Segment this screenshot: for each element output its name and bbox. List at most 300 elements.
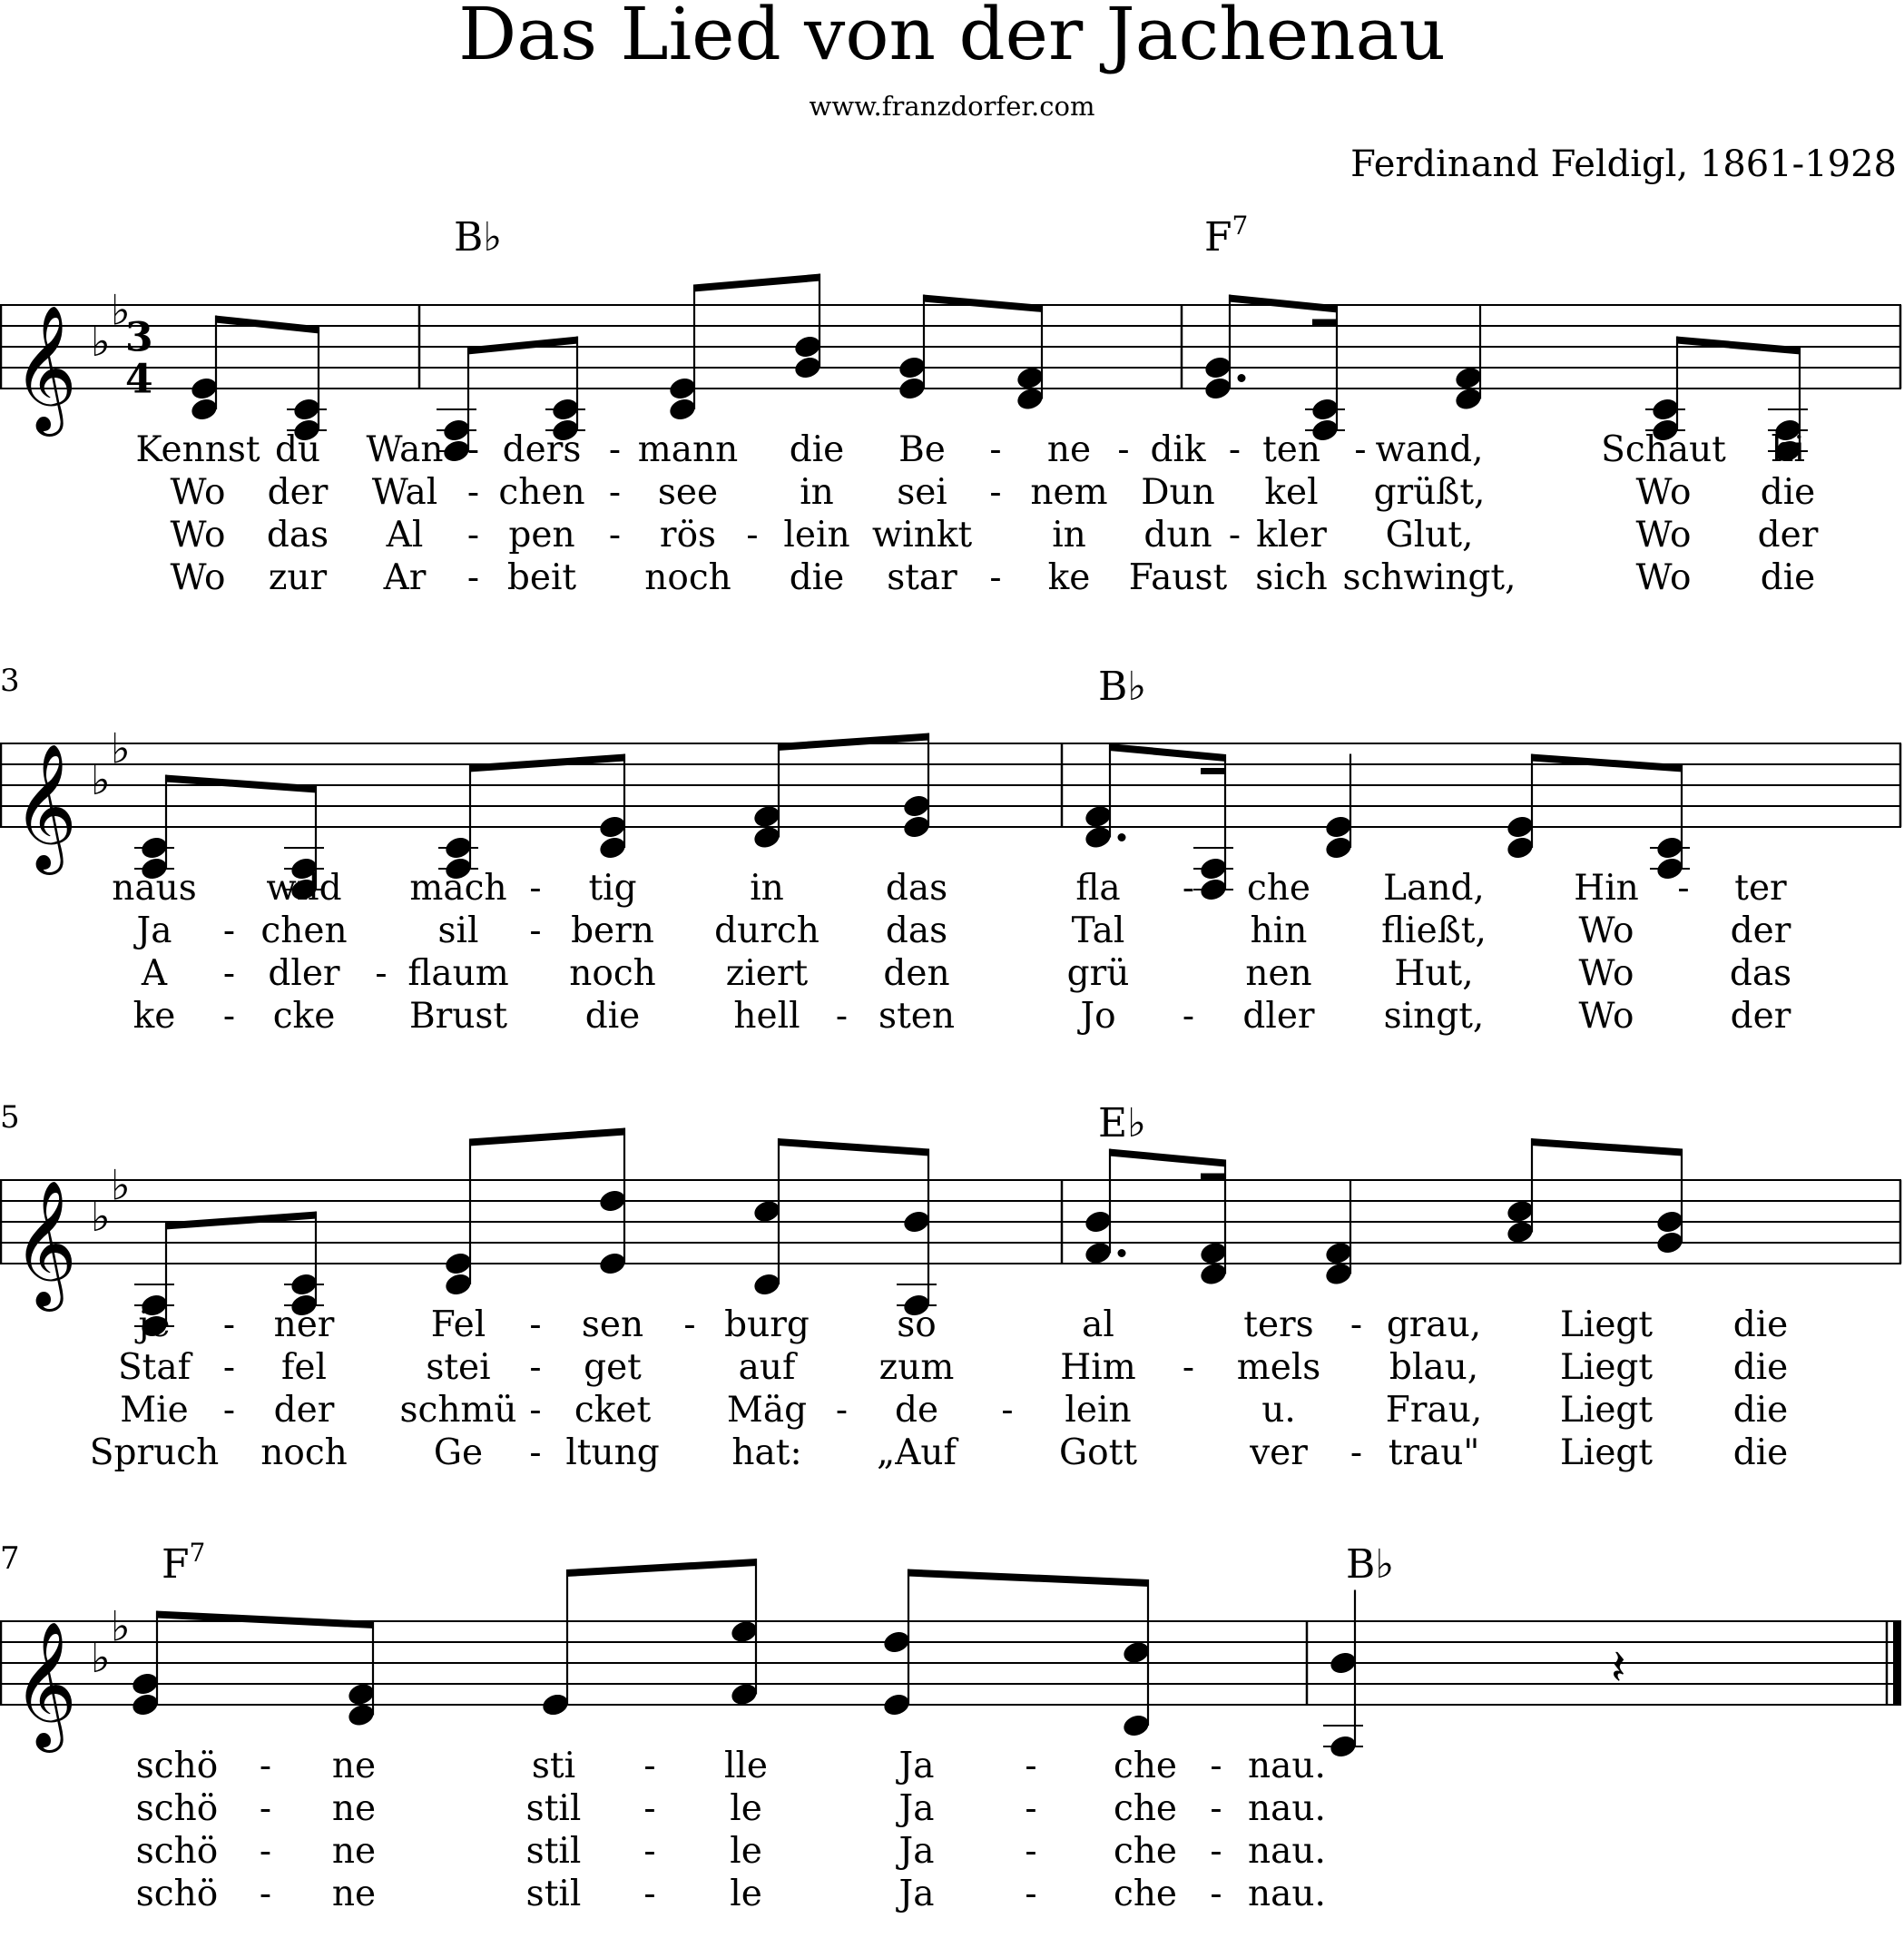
lyric-hyphen: - (1182, 996, 1195, 1037)
lyric-syllable: mäch (409, 868, 507, 909)
lyric-syllable: mels (1236, 1347, 1321, 1388)
treble-clef-icon: 𝄞 (13, 743, 77, 870)
lyric-hyphen: - (222, 1347, 236, 1388)
lyric-syllable: Faust (1128, 557, 1228, 598)
beam (215, 316, 319, 334)
lyric-syllable: der (1730, 996, 1791, 1037)
lyric-syllable: wild (266, 868, 342, 909)
lyric-hyphen: - (989, 472, 1002, 513)
lyric-syllable: stei (426, 1347, 491, 1388)
measure-number: 7 (0, 1540, 20, 1577)
note-head (1083, 1208, 1113, 1235)
note-head (881, 1691, 911, 1717)
note-head (1453, 386, 1483, 412)
lyric-hyphen: - (259, 1746, 272, 1786)
staff-svg (0, 196, 1904, 468)
lyric-syllable: flaum (407, 953, 509, 994)
lyric-syllable: ver (1250, 1432, 1308, 1473)
lyric-syllable: ziert (725, 953, 809, 994)
lyric-hyphen: - (643, 1831, 656, 1872)
lyric-hyphen: - (746, 515, 759, 556)
note-head (881, 1628, 911, 1655)
note-head (1083, 803, 1113, 830)
beam (778, 1138, 929, 1156)
lyric-syllable: A (141, 953, 168, 994)
quarter-rest-icon: 𝄽 (1611, 1638, 1626, 1696)
song-title: Das Lied von der Jachenau (458, 0, 1446, 76)
lyric-syllable: die (1732, 1347, 1789, 1388)
flat-icon: ♭ (91, 317, 111, 366)
beam (1676, 337, 1801, 355)
lyric-syllable: che (1246, 868, 1311, 909)
beam (1229, 295, 1338, 313)
lyric-hyphen: - (222, 953, 236, 994)
lyric-syllable: ne (331, 1831, 377, 1872)
note-head (1198, 1261, 1228, 1287)
lyric-syllable: Jo (1080, 996, 1116, 1037)
measure-number: 5 (0, 1099, 20, 1136)
lyric-hyphen: - (1025, 1831, 1037, 1872)
lyric-syllable: ter (1734, 868, 1787, 909)
beam (165, 1212, 317, 1230)
note-head (1505, 1219, 1535, 1245)
lyric-syllable: burg (724, 1304, 810, 1345)
lyric-syllable: hell (733, 996, 800, 1037)
lyric-syllable: naus (112, 868, 197, 909)
lyric-syllable: winkt (871, 515, 973, 556)
lyric-syllable: nau. (1248, 1746, 1326, 1786)
note-head (1121, 1639, 1151, 1666)
lyric-syllable: die (789, 429, 845, 470)
lyric-syllable: Brust (408, 996, 508, 1037)
note-head (1202, 354, 1232, 380)
lyric-syllable: fließt, (1381, 910, 1487, 951)
note-head (1202, 375, 1232, 401)
lyric-syllable: die (1732, 1304, 1789, 1345)
flat-icon: ♭ (111, 723, 131, 773)
music-system (0, 1512, 1904, 1948)
note-head (540, 1691, 570, 1717)
chord-symbol: B♭ (1346, 1541, 1395, 1588)
note-head (189, 375, 219, 401)
lyric-syllable: nem (1030, 472, 1108, 513)
lyric-hyphen: - (466, 557, 480, 598)
lyric-syllable: schwingt, (1342, 557, 1516, 598)
lyric-syllable: dun (1143, 515, 1212, 556)
lyric-syllable: nen (1245, 953, 1312, 994)
lyric-hyphen: - (222, 1304, 236, 1345)
lyric-syllable: pen (508, 515, 575, 556)
lyric-syllable: die (1760, 472, 1816, 513)
lyric-hyphen: - (1210, 1746, 1222, 1786)
note-head (443, 1250, 473, 1276)
chord-symbol: B♭ (454, 214, 503, 261)
composer-credit: Ferdinand Feldigl, 1861-1928 (1350, 143, 1897, 185)
lyric-syllable: ders (502, 429, 582, 470)
note-head (1654, 1229, 1684, 1255)
lyric-syllable: Wo (1635, 557, 1692, 598)
lyric-syllable: hin (1250, 910, 1308, 951)
lyric-syllable: Wo (1635, 515, 1692, 556)
lyric-syllable: nau. (1248, 1788, 1326, 1829)
lyric-syllable: Wo (1635, 472, 1692, 513)
note-head (667, 375, 697, 401)
measure-number: 3 (0, 663, 20, 699)
lyric-hyphen: - (608, 429, 622, 470)
lyric-syllable: Spruch (89, 1432, 220, 1473)
chord-symbol: E♭ (1098, 1100, 1146, 1146)
lyric-syllable: das (885, 910, 948, 951)
lyric-syllable: der (1730, 910, 1791, 951)
lyric-syllable: das (1729, 953, 1792, 994)
lyric-syllable: ne (331, 1788, 377, 1829)
note-head (1505, 813, 1535, 840)
note-head (1505, 1198, 1535, 1225)
lyric-syllable: Glut, (1385, 515, 1474, 556)
lyric-syllable: le (730, 1831, 762, 1872)
lyric-syllable: nau. (1248, 1831, 1326, 1872)
time-signature-bottom: 4 (125, 356, 153, 403)
lyric-syllable: Ja (898, 1788, 935, 1829)
lyric-syllable: trau" (1388, 1432, 1480, 1473)
lyric-hyphen: - (989, 557, 1002, 598)
beam (1201, 768, 1226, 774)
note-head (1083, 1240, 1113, 1266)
note-head (346, 1681, 376, 1707)
lyric-hyphen: - (1182, 1347, 1195, 1388)
lyric-syllable: noch (569, 953, 656, 994)
lyric-syllable: je (138, 1304, 171, 1345)
lyric-syllable: so (897, 1304, 937, 1345)
lyric-syllable: ne (331, 1874, 377, 1914)
flat-icon: ♭ (111, 1601, 131, 1651)
note-head (1015, 386, 1045, 412)
augmentation-dot (1118, 833, 1126, 841)
lyric-syllable: in (1052, 515, 1086, 556)
lyric-syllable: Him (1060, 1347, 1136, 1388)
chord-symbol: $F^7$ (1204, 211, 1249, 261)
lyric-syllable: schmü (399, 1390, 517, 1431)
lyric-syllable: Wo (170, 557, 226, 598)
beam (566, 1559, 757, 1577)
lyric-hyphen: - (529, 1390, 542, 1431)
treble-clef-icon: 𝄞 (13, 1621, 77, 1747)
lyric-hyphen: - (259, 1788, 272, 1829)
lyric-syllable: sil (437, 910, 479, 951)
lyric-syllable: Liegt (1559, 1304, 1654, 1345)
lyric-hyphen: - (529, 1432, 542, 1473)
lyric-syllable: Gott (1059, 1432, 1137, 1473)
lyric-syllable: sten (878, 996, 955, 1037)
lyric-hyphen: - (529, 868, 542, 909)
note-head (597, 813, 627, 840)
lyric-syllable: schö (135, 1746, 219, 1786)
lyric-syllable: beit (506, 557, 577, 598)
lyric-syllable: dler (268, 953, 340, 994)
lyric-hyphen: - (1182, 868, 1195, 909)
note-head (1505, 834, 1535, 861)
beam (156, 1611, 374, 1629)
note-head (901, 1208, 931, 1235)
lyric-syllable: die (1732, 1390, 1789, 1431)
note-head (1198, 1240, 1228, 1266)
lyric-hyphen: - (529, 1304, 542, 1345)
lyric-syllable: die (584, 996, 641, 1037)
lyric-syllable: Al (386, 515, 424, 556)
lyric-syllable: le (730, 1874, 762, 1914)
lyric-syllable: Fel (430, 1304, 486, 1345)
note-head (897, 375, 927, 401)
lyric-syllable: Tal (1071, 910, 1125, 951)
flat-icon: ♭ (111, 285, 131, 335)
lyric-syllable: schö (135, 1831, 219, 1872)
lyric-hyphen: - (989, 429, 1002, 470)
lyric-syllable: auf (738, 1347, 796, 1388)
note-head (1121, 1712, 1151, 1738)
note-head (1083, 824, 1113, 851)
lyric-syllable: ner (273, 1304, 335, 1345)
note-head (597, 1250, 627, 1276)
lyric-syllable: star (887, 557, 957, 598)
lyric-syllable: lein (1065, 1390, 1132, 1431)
lyric-syllable: hi (1771, 429, 1805, 470)
note-head (1323, 834, 1353, 861)
beam (778, 733, 929, 752)
lyric-syllable: schö (135, 1874, 219, 1914)
lyric-syllable: Kennst (135, 429, 260, 470)
lyric-syllable: Liegt (1559, 1347, 1654, 1388)
lyric-syllable: Wan (366, 429, 444, 470)
lyric-syllable: grau, (1386, 1304, 1482, 1345)
lyric-hyphen: - (643, 1874, 656, 1914)
beam (165, 775, 317, 793)
lyric-syllable: che (1113, 1831, 1178, 1872)
lyric-syllable: Wo (1578, 996, 1634, 1037)
lyric-syllable: sti (531, 1746, 576, 1786)
lyric-syllable: chen (260, 910, 348, 951)
note-head (729, 1681, 759, 1707)
note-head (597, 834, 627, 861)
lyric-hyphen: - (1349, 1304, 1363, 1345)
lyric-syllable: sich (1255, 557, 1328, 598)
lyric-syllable: das (266, 515, 329, 556)
lyric-syllable: see (657, 472, 719, 513)
lyric-syllable: Land, (1383, 868, 1485, 909)
augmentation-dot (1238, 374, 1246, 382)
beam (923, 295, 1043, 313)
lyric-syllable: singt, (1383, 996, 1485, 1037)
treble-clef-icon: 𝄞 (13, 305, 77, 431)
note-head (443, 1271, 473, 1297)
staff-svg (0, 635, 1904, 907)
lyric-syllable: den (883, 953, 950, 994)
lyric-syllable: blau, (1389, 1347, 1479, 1388)
chord-symbol: $F^7$ (162, 1538, 206, 1588)
lyric-hyphen: - (1228, 515, 1242, 556)
lyric-syllable: schö (135, 1788, 219, 1829)
note-head (346, 1702, 376, 1728)
lyric-syllable: die (1760, 557, 1816, 598)
lyric-syllable: der (267, 472, 329, 513)
lyric-syllable: ters (1243, 1304, 1314, 1345)
lyric-hyphen: - (643, 1746, 656, 1786)
note-head (130, 1670, 160, 1697)
lyric-hyphen: - (1210, 1874, 1222, 1914)
lyric-hyphen: - (1228, 429, 1242, 470)
note-head (792, 354, 822, 380)
lyric-syllable: wand, (1375, 429, 1484, 470)
lyric-hyphen: - (466, 429, 480, 470)
lyric-hyphen: - (835, 1390, 849, 1431)
note-head (751, 803, 781, 830)
note-head (667, 396, 697, 422)
lyric-syllable: Mie (120, 1390, 189, 1431)
lyric-syllable: „Auf (877, 1432, 957, 1473)
lyric-syllable: Ja (898, 1831, 935, 1872)
lyric-hyphen: - (259, 1831, 272, 1872)
lyric-hyphen: - (1001, 1390, 1014, 1431)
lyric-syllable: rös (659, 515, 717, 556)
lyric-syllable: stil (525, 1788, 582, 1829)
flat-icon: ♭ (91, 755, 111, 804)
lyric-syllable: dik (1150, 429, 1206, 470)
staff-svg (0, 1512, 1904, 1785)
beam (1531, 754, 1683, 772)
beam (693, 274, 820, 292)
lyric-syllable: che (1113, 1874, 1178, 1914)
lyric-syllable: ten (1262, 429, 1320, 470)
beam (1312, 320, 1338, 326)
lyric-syllable: ke (1047, 557, 1091, 598)
lyric-hyphen: - (259, 1874, 272, 1914)
note-head (751, 824, 781, 851)
final-barline-thick (1893, 1621, 1901, 1705)
lyric-syllable: Schaut (1601, 429, 1726, 470)
lyric-syllable: durch (714, 910, 820, 951)
lyric-syllable: bern (571, 910, 654, 951)
lyric-syllable: tig (588, 868, 637, 909)
lyric-hyphen: - (1025, 1874, 1037, 1914)
staff-svg (0, 1071, 1904, 1343)
lyric-syllable: Liegt (1559, 1432, 1654, 1473)
note-head (792, 333, 822, 359)
lyric-syllable: noch (644, 557, 731, 598)
lyric-syllable: Ja (898, 1746, 935, 1786)
lyric-hyphen: - (1210, 1788, 1222, 1829)
lyric-syllable: Hut, (1394, 953, 1474, 994)
lyric-syllable: Wo (1578, 953, 1634, 994)
lyric-syllable: Hin (1574, 868, 1639, 909)
beam (469, 754, 625, 772)
lyric-syllable: mann (637, 429, 739, 470)
lyric-syllable: stil (525, 1831, 582, 1872)
lyric-syllable: Be (898, 429, 946, 470)
flat-icon: ♭ (91, 1192, 111, 1241)
lyric-syllable: stil (525, 1874, 582, 1914)
note-head (897, 354, 927, 380)
lyric-hyphen: - (1677, 868, 1690, 909)
lyric-syllable: Wo (170, 472, 226, 513)
lyric-syllable: die (1732, 1432, 1789, 1473)
lyric-syllable: Wal (371, 472, 438, 513)
note-head (597, 1187, 627, 1214)
lyric-syllable: zur (268, 557, 328, 598)
lyric-hyphen: - (608, 515, 622, 556)
flat-icon: ♭ (111, 1160, 131, 1210)
note-head (901, 792, 931, 819)
lyric-syllable: der (273, 1390, 335, 1431)
lyric-syllable: Liegt (1559, 1390, 1654, 1431)
note-head (1328, 1649, 1358, 1676)
lyric-syllable: de (894, 1390, 939, 1431)
lyric-syllable: lle (723, 1746, 769, 1786)
lyric-syllable: Frau, (1385, 1390, 1483, 1431)
lyric-syllable: cket (574, 1390, 652, 1431)
note-head (130, 1691, 160, 1717)
note-head (1323, 813, 1353, 840)
note-head (751, 1271, 781, 1297)
lyric-syllable: Ar (383, 557, 427, 598)
lyric-syllable: Dun (1141, 472, 1215, 513)
lyric-syllable: das (885, 868, 948, 909)
lyric-syllable: die (789, 557, 845, 598)
lyric-hyphen: - (835, 996, 849, 1037)
augmentation-dot (1118, 1249, 1126, 1257)
lyric-syllable: ne (1046, 429, 1092, 470)
lyric-syllable: Mäg (726, 1390, 808, 1431)
note-head (751, 1198, 781, 1225)
lyric-syllable: ne (331, 1746, 377, 1786)
lyric-syllable: Wo (170, 515, 226, 556)
beam (1201, 1174, 1226, 1180)
lyric-hyphen: - (466, 515, 480, 556)
note-head (901, 813, 931, 840)
lyric-hyphen: - (222, 996, 236, 1037)
note-head (1323, 1240, 1353, 1266)
lyric-syllable: nau. (1248, 1874, 1326, 1914)
treble-clef-icon: 𝄞 (13, 1180, 77, 1306)
lyric-syllable: Ja (136, 910, 172, 951)
lyric-syllable: Ge (433, 1432, 484, 1473)
lyric-hyphen: - (643, 1788, 656, 1829)
lyric-syllable: ltung (565, 1432, 660, 1473)
lyric-hyphen: - (529, 1347, 542, 1388)
lyric-hyphen: - (1117, 429, 1130, 470)
lyric-syllable: fla (1075, 868, 1121, 909)
beam (1531, 1138, 1683, 1156)
flat-icon: ♭ (91, 1633, 111, 1682)
lyric-syllable: cke (272, 996, 336, 1037)
note-head (729, 1618, 759, 1645)
lyric-syllable: zum (878, 1347, 955, 1388)
beam (1109, 1149, 1226, 1167)
lyric-hyphen: - (608, 472, 622, 513)
note-head (189, 396, 219, 422)
lyric-syllable: Wo (1578, 910, 1634, 951)
lyric-syllable: get (584, 1347, 642, 1388)
lyric-syllable: der (1757, 515, 1819, 556)
chord-symbol: B♭ (1098, 664, 1147, 710)
lyric-syllable: sei (897, 472, 947, 513)
beam (1109, 743, 1226, 762)
website-link: www.franzdorfer.com (809, 91, 1095, 122)
lyric-syllable: lein (783, 515, 850, 556)
lyric-hyphen: - (1349, 1432, 1363, 1473)
lyric-hyphen: - (1025, 1746, 1037, 1786)
lyric-syllable: fel (281, 1347, 327, 1388)
lyric-syllable: hat: (731, 1432, 802, 1473)
lyric-hyphen: - (466, 472, 480, 513)
